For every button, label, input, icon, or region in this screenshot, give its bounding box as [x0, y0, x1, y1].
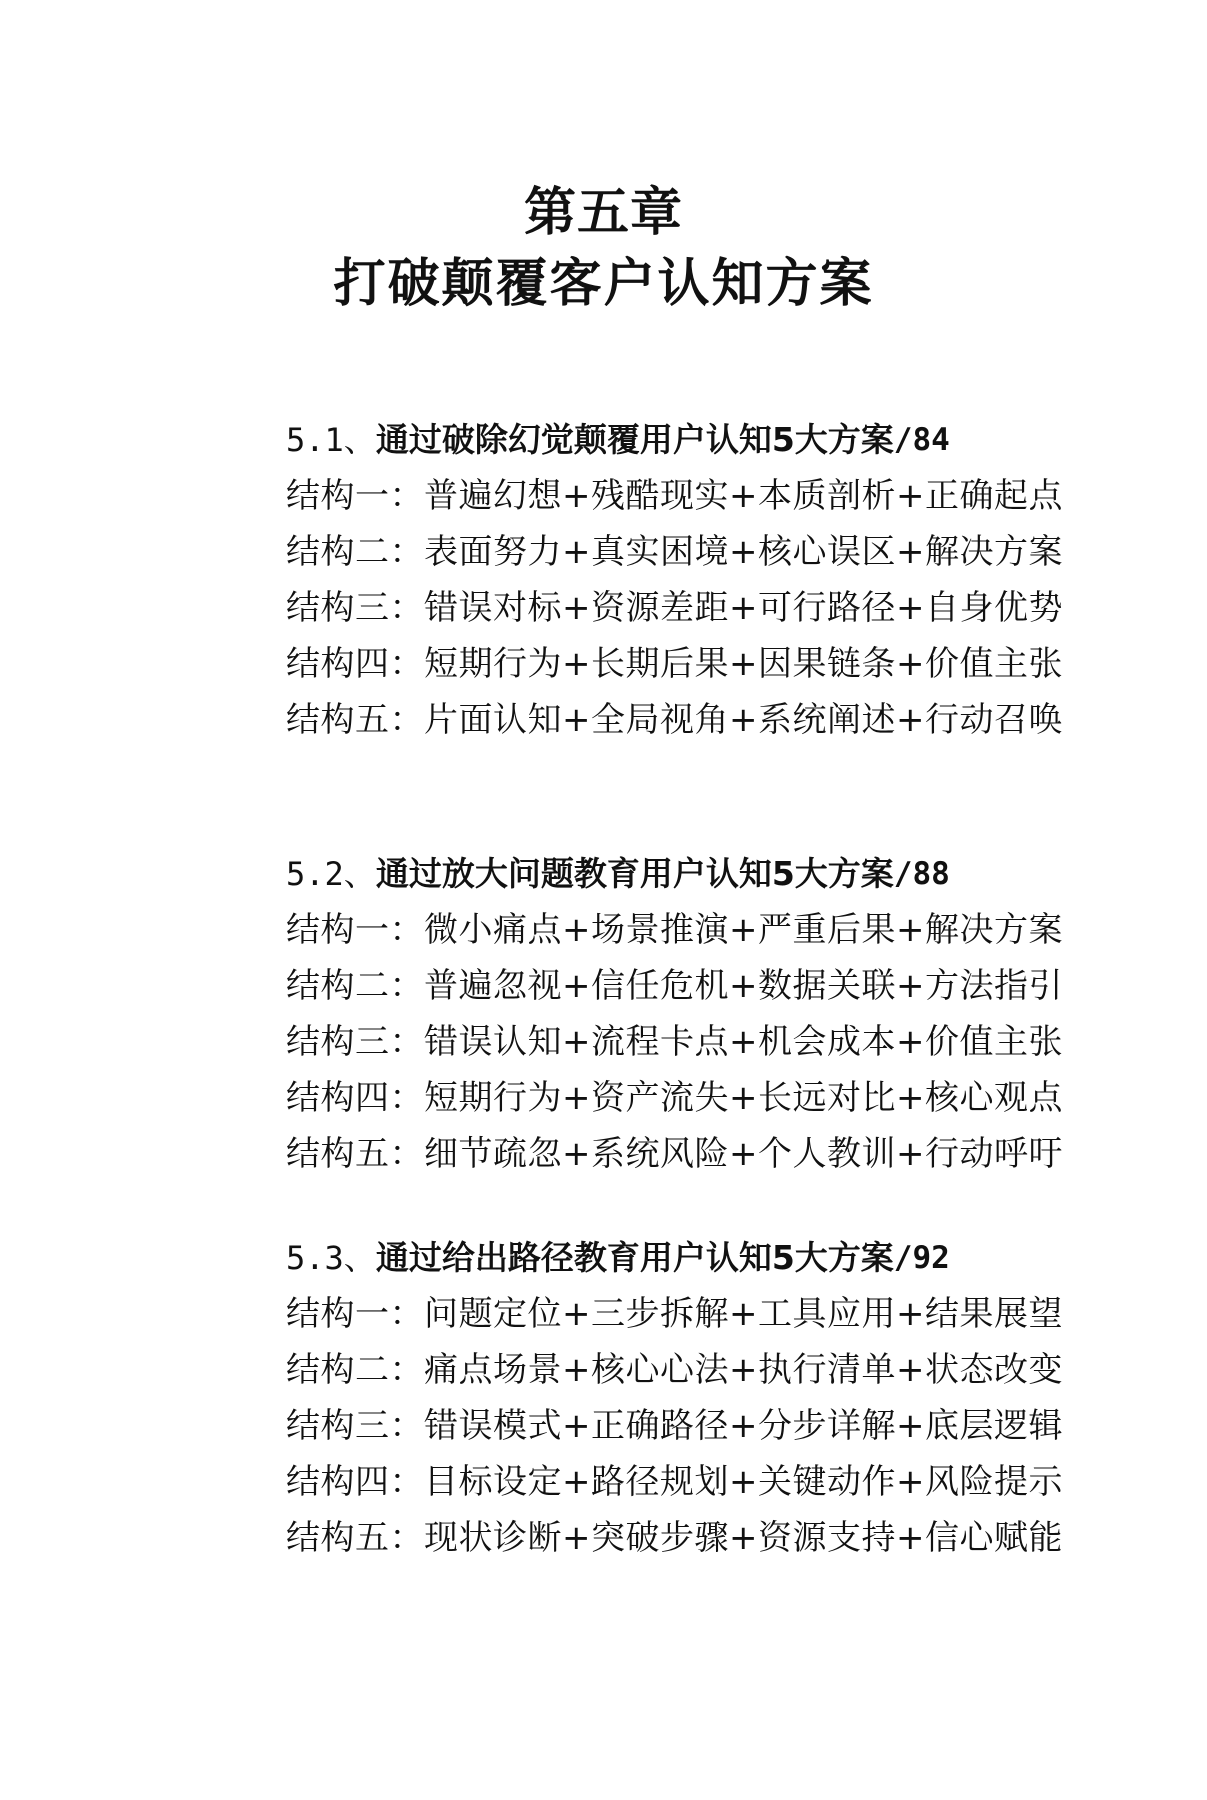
structure-item: 结构二：痛点场景+核心心法+执行清单+状态改变 [286, 1350, 1063, 1390]
structure-item: 结构一：普遍幻想+残酷现实+本质剖析+正确起点 [286, 476, 1063, 516]
section-5-2 [286, 846, 1066, 1182]
section-page-number: /88 [893, 856, 950, 892]
section-page-number: /84 [893, 422, 950, 458]
section-page-number: /92 [893, 1240, 950, 1276]
structure-item: 结构四：短期行为+长期后果+因果链条+价值主张 [286, 644, 1063, 684]
structure-item: 结构三：错误对标+资源差距+可行路径+自身优势 [286, 588, 1063, 628]
structure-item: 结构一：问题定位+三步拆解+工具应用+结果展望 [286, 1294, 1063, 1334]
chapter-number: 第五章 [523, 183, 683, 243]
structure-item: 结构三：错误模式+正确路径+分步详解+底层逻辑 [286, 1406, 1063, 1446]
section-title: 通过给出路径教育用户认知5大方案 [375, 1238, 894, 1277]
structure-item: 结构四：短期行为+资产流失+长远对比+核心观点 [286, 1078, 1063, 1118]
section-title: 通过破除幻觉颠覆用户认知5大方案 [375, 420, 894, 459]
section-heading [286, 1230, 1066, 1286]
table-of-contents [286, 412, 1066, 1566]
structure-item: 结构五：现状诊断+突破步骤+资源支持+信心赋能 [286, 1518, 1063, 1558]
structure-item: 结构三：错误认知+流程卡点+机会成本+价值主张 [286, 1022, 1063, 1062]
section-number: 5.1、 [286, 421, 376, 459]
structure-item: 结构二：表面努力+真实困境+核心误区+解决方案 [286, 532, 1063, 572]
section-heading [286, 846, 1066, 902]
section-5-3 [286, 1230, 1066, 1566]
structure-item: 结构四：目标设定+路径规划+关键动作+风险提示 [286, 1462, 1063, 1502]
structure-item: 结构一：微小痛点+场景推演+严重后果+解决方案 [286, 910, 1063, 950]
section-5-1 [286, 412, 1066, 748]
structure-list [286, 902, 1066, 1182]
section-title: 通过放大问题教育用户认知5大方案 [375, 854, 894, 893]
section-number: 5.3、 [286, 1239, 376, 1277]
section-spacer [286, 1182, 1066, 1230]
structure-item: 结构五：片面认知+全局视角+系统阐述+行动召唤 [286, 700, 1063, 740]
section-number: 5.2、 [286, 855, 376, 893]
structure-list [286, 1286, 1066, 1566]
section-spacer [286, 748, 1066, 846]
chapter-title: 打破颠覆客户认知方案 [333, 254, 874, 314]
structure-list [286, 468, 1066, 748]
chapter-header [0, 180, 1207, 320]
structure-item: 结构五：细节疏忽+系统风险+个人教训+行动呼吁 [286, 1134, 1063, 1174]
structure-item: 结构二：普遍忽视+信任危机+数据关联+方法指引 [286, 966, 1063, 1006]
section-heading [286, 412, 1066, 468]
